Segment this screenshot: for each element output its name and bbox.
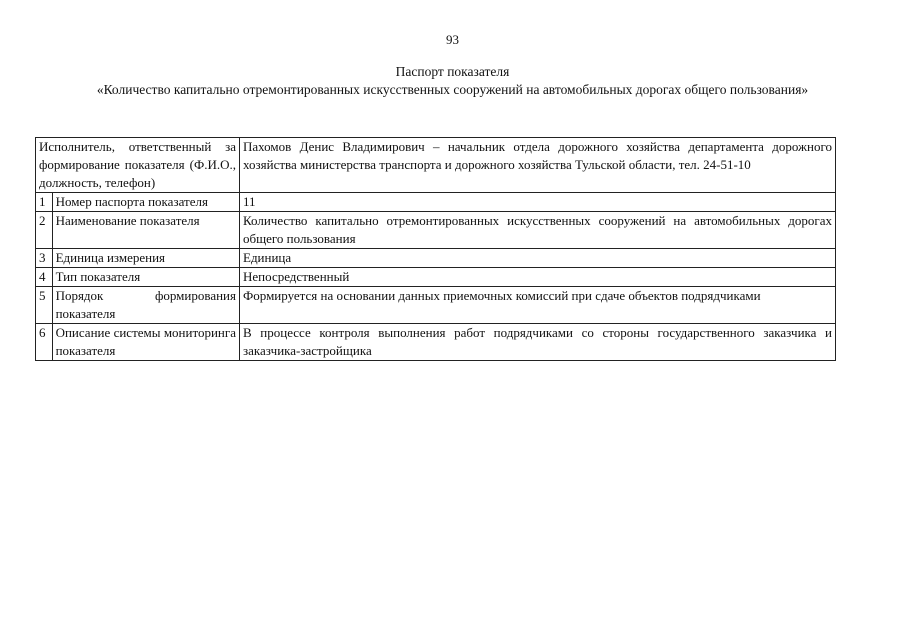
row-label: Порядок формирования показателя bbox=[52, 287, 239, 324]
table-row bbox=[36, 193, 836, 212]
row-label: Тип показателя bbox=[52, 268, 239, 287]
responsible-label: Исполнитель, ответственный за формирование показателя (Ф.И.О., должность, телефон) bbox=[36, 138, 240, 193]
title-line-1: Паспорт показателя bbox=[395, 64, 510, 79]
row-number: 5 bbox=[36, 287, 53, 324]
table-row bbox=[36, 287, 836, 324]
page-number: 93 bbox=[446, 32, 459, 47]
passport-table bbox=[35, 137, 836, 361]
title-line-2: «Количество капитально отремонтированных искусственных сооружений на автомобильных дорогах общего пользования» bbox=[96, 82, 809, 97]
table-row bbox=[36, 249, 836, 268]
table-row bbox=[36, 268, 836, 287]
row-label: Описание системы мониторинга показателя bbox=[52, 324, 239, 361]
row-number: 4 bbox=[36, 268, 53, 287]
row-number: 1 bbox=[36, 193, 53, 212]
table-row bbox=[36, 212, 836, 249]
row-number: 3 bbox=[36, 249, 53, 268]
row-value: В процессе контроля выполнения работ подрядчиками со стороны государственного заказчика и заказчика-застройщика bbox=[240, 324, 836, 361]
row-value: Формируется на основании данных приемочных комиссий при сдаче объектов подрядчиками bbox=[240, 287, 836, 324]
row-label: Единица измерения bbox=[52, 249, 239, 268]
row-value: Количество капитально отремонтированных искусственных сооружений на автомобильных дорогах общего пользования bbox=[240, 212, 836, 249]
row-value: Непосредственный bbox=[240, 268, 836, 287]
table-row bbox=[36, 324, 836, 361]
row-value: 11 bbox=[240, 193, 836, 212]
document-title bbox=[60, 63, 845, 99]
row-label: Номер паспорта показателя bbox=[52, 193, 239, 212]
table-row-responsible bbox=[36, 138, 836, 193]
row-number: 2 bbox=[36, 212, 53, 249]
responsible-value: Пахомов Денис Владимирович – начальник отдела дорожного хозяйства департамента дорожного хозяйства министерства транспорта и дорожного хозяйства Тульской области, тел. 24-51-10 bbox=[240, 138, 836, 193]
row-number: 6 bbox=[36, 324, 53, 361]
row-value: Единица bbox=[240, 249, 836, 268]
row-label: Наименование показателя bbox=[52, 212, 239, 249]
